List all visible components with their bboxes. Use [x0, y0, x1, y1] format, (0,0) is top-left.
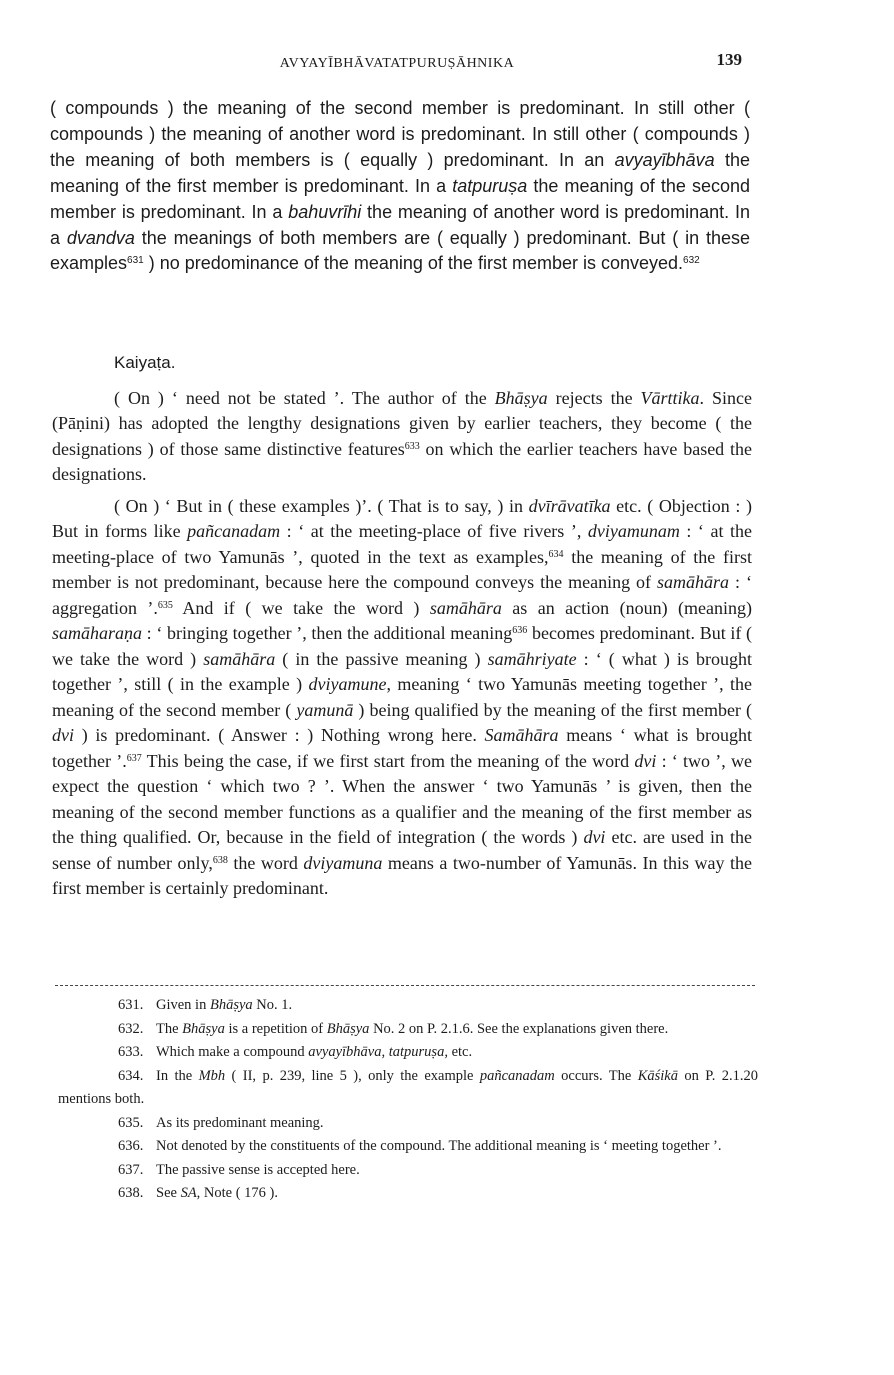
- footnote: [58, 1018, 758, 1042]
- italic-term: samāhāra: [203, 648, 276, 669]
- text-run: the meaning of the second member is predominant. In a: [50, 175, 751, 222]
- text-run: ( On ) ‘ But in ( these examples )’. ( That is to say, ) in: [114, 495, 529, 516]
- text-run: The passive sense is accepted here.: [156, 1161, 360, 1178]
- italic-term: bahuvrīhi: [288, 201, 362, 222]
- text-run: And if ( we take the word ): [172, 597, 430, 618]
- text-run: rejects the: [547, 387, 641, 408]
- footnote: [58, 1182, 758, 1206]
- footnote-ref: 635: [157, 599, 173, 611]
- italic-term: Samāhāra: [484, 725, 559, 745]
- text-run: , meaning ‘ two Yamunās meeting together ’, the meaning of the second member (: [52, 674, 752, 720]
- footnote: [58, 1065, 758, 1112]
- text-run: occurs. The: [554, 1067, 638, 1084]
- footnote: [58, 994, 758, 1018]
- text-run: the meaning of the first member is not predominant, because here the compound conveys the meaning of: [52, 546, 753, 592]
- text-run: becomes predominant. But if ( we take the word ): [52, 623, 753, 669]
- running-title: AVYAYĪBHĀVATATPURUṢĀHNIKA: [279, 56, 515, 71]
- italic-term: tatpuruṣa: [452, 175, 528, 196]
- text-run: the meanings of both members are ( equally ) predominant. But ( in these examples: [50, 227, 750, 274]
- italic-term: pañcanadam: [479, 1067, 555, 1084]
- footnote-ref: 633: [404, 440, 420, 452]
- text-run: the meaning of another word is predominant. In a: [50, 201, 750, 248]
- footnote-divider: [55, 985, 755, 986]
- italic-term: pañcanadam: [187, 521, 281, 541]
- footnote-ref: 636: [512, 625, 528, 636]
- text-run: Not denoted by the constituents of the compound. The additional meaning is ‘ meeting together ’.: [156, 1138, 722, 1154]
- footnotes: [58, 994, 758, 1206]
- text-run: : ‘ aggregation ’.: [52, 572, 752, 618]
- page-number: 139: [716, 50, 742, 69]
- text-run: the word: [227, 852, 304, 873]
- footnote-ref: 631: [127, 255, 144, 267]
- text-run: : ‘ two ’, we expect the question ‘ which two ? ’. When the answer ‘ two Yamunās ’ is given, then the meaning of the second member functions as a qualifier and the meaning of the first member as the thing qualified. Or, because in the field of integration ( the words ): [52, 750, 752, 847]
- text-run: . Since (Pāṇini) has adopted the lengthy designations given by earlier teachers, they become ( the designations ) of those same distinctive features: [52, 387, 752, 459]
- italic-term: dvandva: [66, 227, 135, 248]
- text-run: ) being qualified by the meaning of the first member (: [353, 699, 752, 720]
- footnote: [58, 1112, 758, 1136]
- footnote-number: 637.: [118, 1161, 144, 1178]
- text-run: Given in: [156, 997, 210, 1013]
- commentary-paragraph-2: [52, 494, 752, 902]
- footnote-ref: 634: [548, 548, 564, 560]
- footnote-ref: 637: [126, 752, 142, 764]
- italic-term: dviyamune: [308, 674, 387, 694]
- text-run: See: [156, 1185, 181, 1201]
- text-run: ) no predominance of the meaning of the first member is conveyed.: [143, 253, 684, 274]
- text-run: No. 2 on P. 2.1.6. See the explanations given there.: [369, 1020, 669, 1037]
- footnote: [58, 1041, 758, 1065]
- italic-term: Bhāṣya: [182, 1020, 225, 1037]
- text-run: : ‘ bringing together ’, then the additional meaning: [142, 623, 513, 643]
- italic-term: Bhāṣya: [209, 997, 253, 1013]
- text-run: means a two-number of Yamunās. In this way the first member is certainly predominant.: [52, 852, 752, 898]
- text-run: : ‘ at the meeting-place of five rivers ’,: [280, 521, 588, 541]
- text-run: ( On ) ‘ need not be stated ’. The author of the: [114, 387, 495, 408]
- italic-term: dvi: [634, 750, 657, 771]
- italic-term: avyayībhāva, tatpuruṣa,: [308, 1044, 448, 1060]
- text-run: ( II, p. 239, line 5 ), only the example: [225, 1067, 480, 1084]
- italic-term: SA: [180, 1185, 197, 1201]
- italic-term: dviyamunam: [587, 521, 680, 541]
- text-run: ( compounds ) the meaning of the second member is predominant. In still other ( compounds ) the meaning of another word is predominant. In still other ( compounds ) the meaning of both members is ( equally ) predominant. In an: [50, 98, 750, 170]
- footnote-number: 633.: [118, 1044, 144, 1060]
- italic-term: Mbh: [198, 1067, 226, 1084]
- text-run: etc. are used in the sense of number only,: [52, 827, 752, 873]
- italic-term: samāhāra: [657, 572, 730, 592]
- italic-term: Bhāṣya: [494, 387, 548, 408]
- italic-term: Bhāṣya: [326, 1020, 370, 1037]
- italic-term: dviyamuna: [303, 852, 383, 873]
- text-run: No. 1.: [252, 997, 293, 1013]
- page-header: [52, 48, 742, 78]
- italic-term: dvi: [52, 725, 74, 745]
- text-run: as an action (noun) (meaning): [501, 597, 752, 618]
- text-run: , Note ( 176 ).: [196, 1185, 279, 1201]
- italic-term: avyayībhāva: [614, 149, 715, 170]
- footnote-number: 634.: [118, 1067, 144, 1084]
- text-run: This being the case, if we first start from the meaning of the word: [141, 750, 635, 771]
- text-run: As its predominant meaning.: [156, 1114, 324, 1131]
- text-run: the meaning of the first member is predominant. In a: [50, 149, 750, 196]
- footnote-number: 635.: [118, 1114, 144, 1131]
- text-run: on P. 2.1.20 mentions both.: [58, 1067, 758, 1107]
- footnote-number: 636.: [118, 1138, 144, 1154]
- text-run: means ‘ what is brought together ’.: [52, 725, 752, 771]
- intro-paragraph: [50, 96, 750, 277]
- text-run: In the: [156, 1067, 199, 1084]
- footnote-number: 631.: [118, 997, 144, 1013]
- text-run: The: [156, 1020, 183, 1037]
- text-run: Which make a compound: [156, 1044, 309, 1060]
- text-run: etc. ( Objection : ) But in forms like: [52, 495, 752, 541]
- text-run: : ‘ ( what ) is brought together ’, still ( in the example ): [52, 648, 752, 694]
- footnote-ref: 638: [212, 854, 228, 866]
- text-run: is a repetition of: [224, 1020, 327, 1037]
- text-run: : ‘ at the meeting-place of two Yamunās ’, quoted in the text as examples,: [52, 521, 752, 567]
- italic-term: Kāśikā: [637, 1067, 678, 1084]
- section-label-kaiyata: Kaiyaṭa.: [114, 353, 176, 372]
- text-run: on which the earlier teachers have based the designations.: [52, 438, 752, 484]
- italic-term: samāharaṇa: [52, 623, 143, 643]
- italic-term: samāhriyate: [487, 648, 577, 669]
- italic-term: samāhāra: [429, 597, 502, 618]
- footnote: [58, 1135, 758, 1159]
- footnote-number: 632.: [118, 1020, 144, 1037]
- commentary-paragraph-1: [52, 386, 752, 488]
- text-run: ( in the passive meaning ): [275, 648, 488, 669]
- footnote: [58, 1159, 758, 1183]
- text-run: etc.: [447, 1044, 473, 1060]
- text-run: ) is predominant. ( Answer : ) Nothing wrong here.: [74, 725, 485, 745]
- italic-term: Vārttika: [640, 387, 700, 408]
- italic-term: dvi: [583, 827, 606, 847]
- footnote-number: 638.: [118, 1185, 144, 1201]
- footnote-ref: 632: [683, 255, 700, 267]
- commentary-section: [52, 350, 752, 902]
- italic-term: dvīrāvatīka: [528, 495, 611, 516]
- italic-term: yamunā: [296, 699, 354, 720]
